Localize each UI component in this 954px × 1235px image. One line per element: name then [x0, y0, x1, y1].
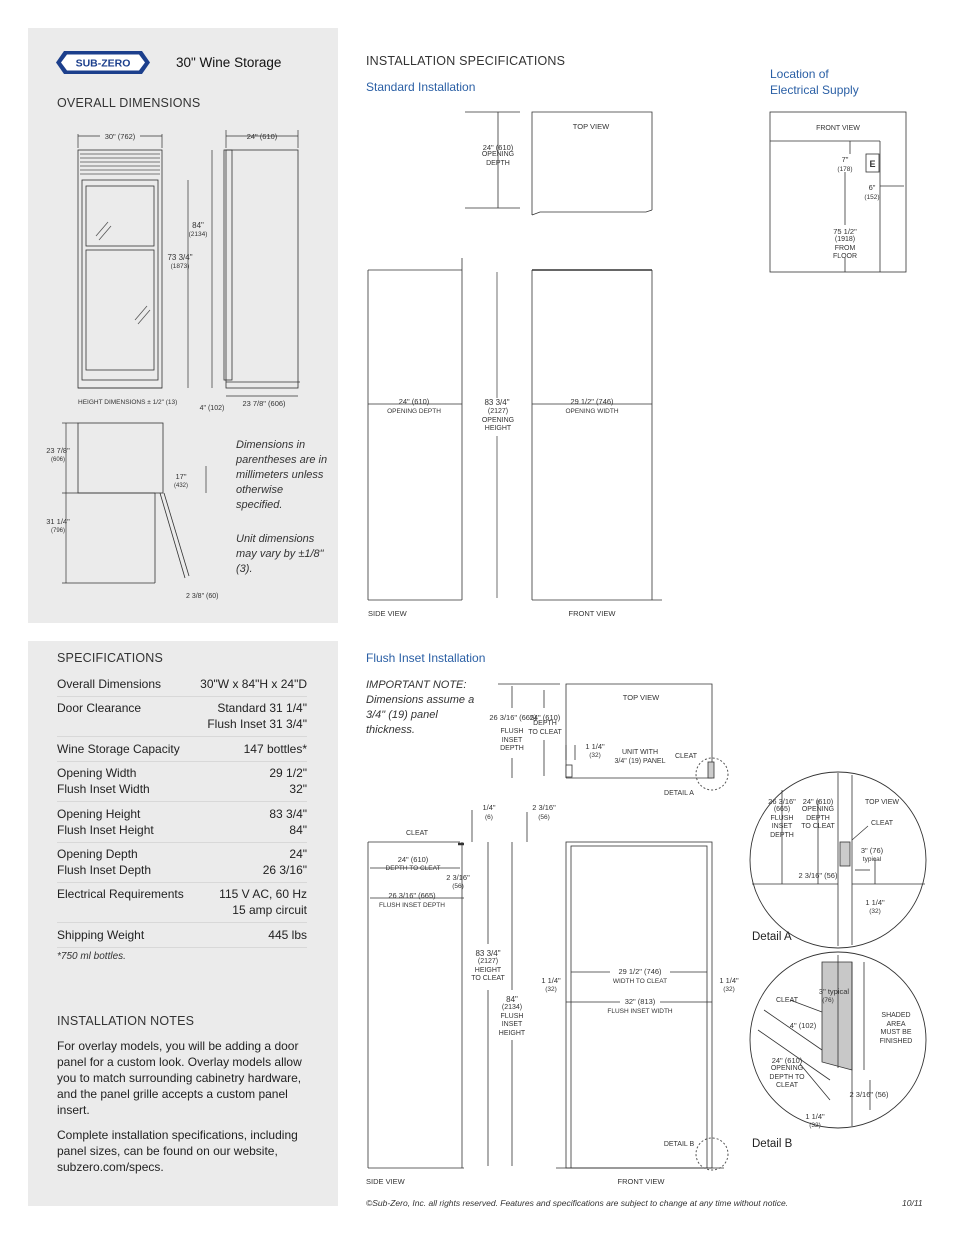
flush-top-114: 1 1/4" [585, 742, 605, 751]
dim-height-mm: (2134) [188, 231, 208, 238]
spec-value-2: 84" [289, 823, 307, 837]
db-24-label: OPENING DEPTH TO CLEAT [769, 1065, 805, 1089]
side-84-label: (2134) FLUSH INSET HEIGHT [498, 1004, 526, 1037]
dim-depth-bottom: 23 7/8" (606) [242, 399, 286, 408]
outlet-e: E [869, 159, 876, 169]
spec-value: 445 lbs [268, 928, 307, 942]
flush-front-view: FRONT VIEW [617, 1177, 665, 1186]
side-24-label: DEPTH TO CLEAT [385, 865, 441, 872]
std-width-label: OPENING WIDTH [565, 408, 619, 415]
dim-side-depth-mm: (606) [50, 457, 66, 463]
flush-detail-b-ref: DETAIL B [663, 1141, 695, 1148]
std-height-label: (2127) OPENING HEIGHT [481, 408, 515, 432]
flush-quarter: 1/4" [482, 803, 496, 812]
spec-value: 30"W x 84"H x 24"D [200, 677, 307, 691]
db-3mm: (76) [822, 997, 834, 1004]
spec-value: 115 V AC, 60 Hz [219, 887, 307, 901]
note-mm: Dimensions in parentheses are in millimeters unless otherwise specified. [236, 439, 328, 511]
elec-7mm: (178) [837, 166, 853, 173]
spec-key-2: Flush Inset Width [57, 782, 150, 796]
dim-60: 2 3/8" (60) [186, 593, 219, 600]
install-heading: INSTALLATION SPECIFICATIONS [366, 54, 566, 68]
std-depth: 24" (610) [398, 397, 430, 406]
spec-key: Wine Storage Capacity [57, 742, 180, 756]
side-24: 24" (610) [397, 855, 429, 864]
flush-top-26-label: FLUSH INSET DEPTH [500, 728, 524, 752]
da-cleat: CLEAT [870, 820, 894, 827]
side-2316: 2 3/16" [446, 873, 470, 882]
top-view-label: TOP VIEW [572, 122, 610, 131]
spec-value-2: Flush Inset 31 3/4" [207, 717, 307, 731]
elec-75-label: (1918) FROM FLOOR [832, 236, 858, 260]
side-83-label: (2127) HEIGHT TO CLEAT [471, 958, 505, 982]
note-variance: Unit dimensions may vary by ±1/8" (3). [236, 533, 324, 575]
elec-6mm: (152) [864, 194, 880, 201]
std-height: 83 3/4" [484, 398, 510, 407]
dim-kick: 4" (102) [199, 405, 225, 412]
page-title: 30" Wine Storage [176, 55, 282, 70]
standard-install-heading: Standard Installation [366, 80, 476, 94]
std-width: 29 1/2" (746) [570, 397, 614, 406]
flush-heading: Flush Inset Installation [366, 651, 486, 665]
da-top-view: TOP VIEW [865, 799, 899, 806]
da-3-label: typical [862, 856, 882, 863]
flush-top-114mm: (32) [589, 752, 601, 759]
side-26-label: FLUSH INSET DEPTH [379, 902, 445, 909]
db-114: 1 1/4" [805, 1112, 825, 1121]
flush-2316: 2 3/16" [532, 803, 556, 812]
flush-2316mm: (56) [538, 814, 550, 821]
dim-door-swing: 31 1/4" [46, 517, 70, 526]
notes-paragraph-1: For overlay models, you will be adding a door panel for a custom look. Overlay models allow you to match surrounding cabinetry hardware, and the panel grille accepts a custom panel insert. [57, 1039, 302, 1117]
da-24: 24" (610) [802, 797, 834, 806]
da-26-label: (665) FLUSH INSET DEPTH [770, 806, 794, 839]
front-29-label: WIDTH TO CLEAT [612, 978, 668, 985]
dim-depth-top: 24" (610) [246, 132, 278, 141]
da-2316: 2 3/16" (56) [798, 871, 838, 880]
side-83: 83 3/4" [475, 949, 501, 958]
side-26: 26 3/16" (665) [388, 891, 436, 900]
footer-copyright: ©Sub-Zero, Inc. all rights reserved. Features and specifications are subject to change at any time without notice. [366, 1198, 789, 1208]
spec-value-2: 15 amp circuit [232, 903, 307, 917]
dim-17: 17" [175, 472, 187, 481]
front-114-left: 1 1/4" [541, 976, 561, 985]
side-cleat: CLEAT [406, 830, 429, 837]
flush-top-26: 26 3/16" (665) [489, 713, 537, 722]
db-2316: 2 3/16" (56) [849, 1090, 889, 1099]
spec-key: Shipping Weight [57, 928, 145, 942]
front-29: 29 1/2" (746) [618, 967, 662, 976]
height-note: HEIGHT DIMENSIONS ± 1/2" (13) [78, 399, 178, 406]
spec-value: 83 3/4" [269, 807, 307, 821]
electrical-heading: Location of Electrical Supply [770, 67, 859, 97]
front-32: 32" (813) [624, 997, 656, 1006]
da-114: 1 1/4" [865, 898, 885, 907]
spec-value: 29 1/2" [269, 766, 307, 780]
opening-depth-top-label: OPENING DEPTH [481, 151, 515, 167]
spec-key: Opening Height [57, 807, 141, 821]
spec-value-2: 26 3/16" [262, 863, 307, 877]
elec-7: 7" [841, 155, 849, 164]
specs-footnote: *750 ml bottles. [57, 951, 126, 962]
side-84: 84" [506, 995, 518, 1004]
footer-date: 10/11 [902, 1198, 923, 1208]
flush-unit-with-panel: UNIT WITH 3/4" (19) PANEL [614, 749, 666, 765]
db-4: 4" (102) [789, 1021, 817, 1030]
dim-width: 30" (762) [104, 132, 136, 141]
specs-heading: SPECIFICATIONS [57, 651, 164, 665]
side-view-label: SIDE VIEW [368, 609, 407, 618]
front-114-left-mm: (32) [545, 986, 557, 993]
spec-value: 147 bottles* [243, 742, 307, 756]
db-3: 3" typical [818, 987, 850, 996]
da-3: 3" (76) [860, 846, 884, 855]
notes-paragraph-2: Complete installation specifications, including panel sizes, can be found on our website, subzero.com/specs. [57, 1128, 298, 1174]
spec-value: Standard 31 1/4" [217, 701, 307, 715]
db-114mm: (32) [809, 1122, 821, 1129]
detail-b-title: Detail B [752, 1138, 793, 1150]
flush-top-24: 24" (610) [529, 713, 561, 722]
elec-front-view: FRONT VIEW [816, 125, 860, 132]
front-114-right: 1 1/4" [719, 976, 739, 985]
dim-door-height: 73 3/4" [167, 253, 193, 262]
spec-key: Door Clearance [57, 701, 142, 715]
dim-door-swing-mm: (796) [50, 528, 66, 534]
spec-value-2: 32" [289, 782, 307, 796]
flush-side-view: SIDE VIEW [366, 1177, 405, 1186]
dim-side-depth: 23 7/8" [46, 446, 70, 455]
spec-key: Opening Width [57, 766, 137, 780]
spec-key: Opening Depth [57, 847, 138, 861]
flush-important-note: IMPORTANT NOTE: Dimensions assume a 3/4" (19) panel thickness. [366, 679, 475, 736]
da-114mm: (32) [869, 908, 881, 915]
front-view-label: FRONT VIEW [568, 609, 616, 618]
db-cleat: CLEAT [775, 997, 799, 1004]
flush-top-24-label: DEPTH TO CLEAT [528, 720, 562, 736]
spec-key-2: Flush Inset Height [57, 823, 154, 837]
std-depth-label: OPENING DEPTH [387, 408, 441, 415]
front-32-label: FLUSH INSET WIDTH [607, 1008, 673, 1015]
da-26: 26 3/16" [768, 797, 796, 806]
elec-6: 6" [868, 183, 876, 192]
flush-cleat: CLEAT [674, 753, 698, 760]
spec-key-2: Flush Inset Depth [57, 863, 152, 877]
elec-75: 75 1/2" [833, 227, 857, 236]
db-shaded-label: SHADED AREA MUST BE FINISHED [879, 1012, 913, 1045]
flush-detail-a-ref: DETAIL A [664, 790, 694, 797]
flush-top-view: TOP VIEW [622, 693, 660, 702]
brand-name: SUB-ZERO [75, 57, 131, 70]
spec-key: Overall Dimensions [57, 677, 162, 691]
overall-heading: OVERALL DIMENSIONS [57, 96, 201, 110]
da-24-label: OPENING DEPTH TO CLEAT [801, 806, 835, 830]
detail-a-title: Detail A [752, 931, 792, 943]
dim-17-mm: (432) [173, 483, 189, 489]
spec-key: Electrical Requirements [57, 887, 184, 901]
front-114-right-mm: (32) [723, 986, 735, 993]
dim-height: 84" [192, 221, 204, 230]
opening-depth-top: 24" (610) [482, 143, 514, 152]
spec-value: 24" [289, 847, 307, 861]
notes-heading: INSTALLATION NOTES [57, 1014, 195, 1028]
dim-door-height-mm: (1873) [170, 263, 190, 270]
side-2316mm: (56) [452, 883, 464, 890]
db-24: 24" (610) [771, 1056, 803, 1065]
flush-quarter-mm: (6) [485, 814, 493, 821]
